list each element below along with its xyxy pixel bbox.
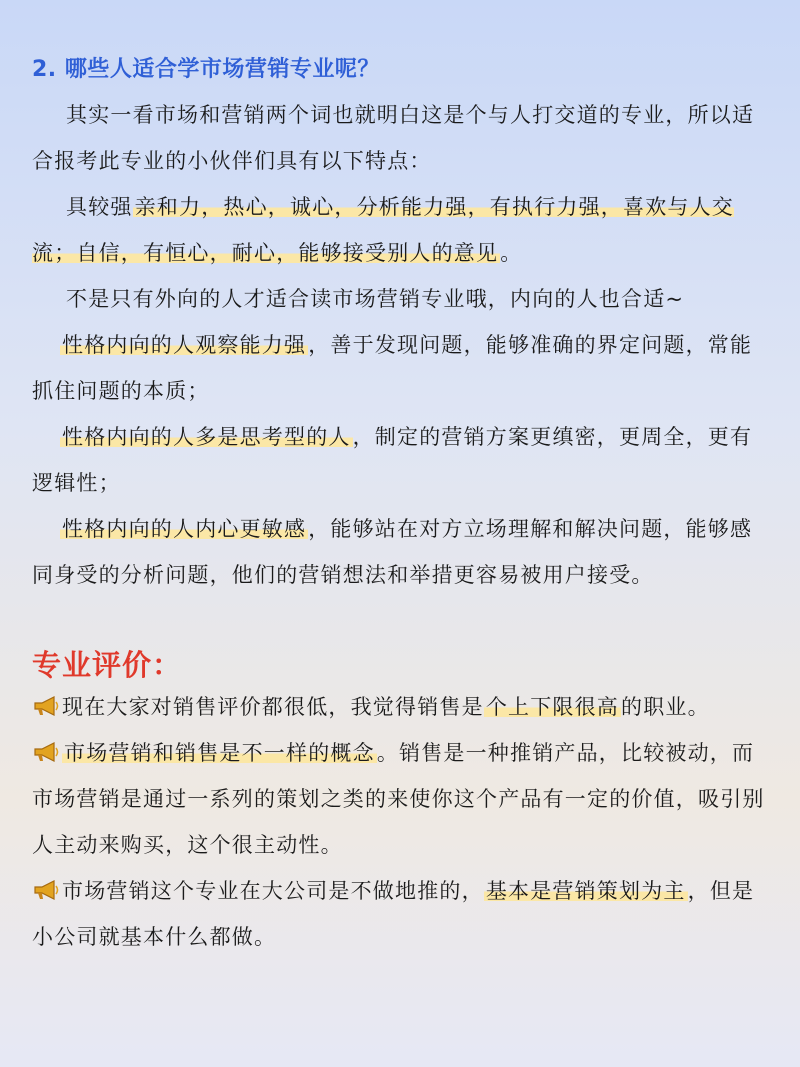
bullet-sales-view	[32, 684, 772, 730]
marketing-vs-sales-highlight: 市场营销和销售是不一样的概念	[64, 741, 375, 765]
sales-view-highlight: 个上下限很高	[485, 695, 620, 719]
traits-end: 。	[500, 241, 523, 265]
paragraph-sensitive	[32, 506, 772, 598]
observation-text: ，善于发现问题，能够准确的界定问题，常能抓住问题的本质；	[32, 333, 753, 403]
megaphone-icon	[32, 879, 60, 901]
question-heading: 2. 哪些人适合学市场营销专业呢？	[32, 57, 380, 82]
section-heading: 专业评价：	[32, 648, 183, 682]
marketing-vs-sales-text: 。销售是一种推销产品，比较被动，而市场营销是通过一系列的策划之类的来使你这个产品有一定的价值，吸引别人主动来购买，这个很主动性。	[32, 741, 765, 857]
company-size-highlight: 基本是营销策划为主	[485, 879, 686, 903]
paragraph-thinking	[32, 414, 772, 506]
sales-view-end: 的职业。	[621, 695, 710, 719]
paragraph-intro: 其实一看市场和营销两个词也就明白这是个与人打交道的专业，所以适合报考此专业的小伙伴们具有以下特点：	[32, 103, 755, 173]
sales-view-text: 现在大家对销售评价都很低，我觉得销售是	[62, 695, 484, 719]
traits-highlight: 亲和力，热心，诚心，分析能力强，有执行力强，喜欢与人交流；自信，有恒心，耐心，能够接受别人的意见	[32, 195, 735, 265]
bullet-company-size	[32, 868, 772, 960]
traits-text: 具较强	[66, 195, 133, 219]
company-size-end: ，但是小公司就基本什么都做。	[32, 879, 755, 949]
company-size-text: 市场营销这个专业在大公司是不做地推的，	[62, 879, 484, 903]
megaphone-icon	[32, 695, 60, 717]
sensitive-highlight: 性格内向的人内心更敏感	[62, 517, 307, 541]
paragraph-traits	[32, 184, 772, 276]
paragraph-introvert: 不是只有外向的人才适合读市场营销专业哦，内向的人也合适~	[66, 287, 685, 311]
bullet-marketing-vs-sales	[32, 730, 772, 868]
megaphone-icon	[32, 741, 60, 763]
thinking-text: ，制定的营销方案更缜密，更周全，更有逻辑性；	[32, 425, 753, 495]
thinking-highlight: 性格内向的人多是思考型的人	[62, 425, 351, 449]
observation-highlight: 性格内向的人观察能力强	[62, 333, 307, 357]
sensitive-text: ，能够站在对方立场理解和解决问题，能够感同身受的分析问题，他们的营销想法和举措更容易被用户接受。	[32, 517, 753, 587]
paragraph-observation	[32, 322, 772, 414]
